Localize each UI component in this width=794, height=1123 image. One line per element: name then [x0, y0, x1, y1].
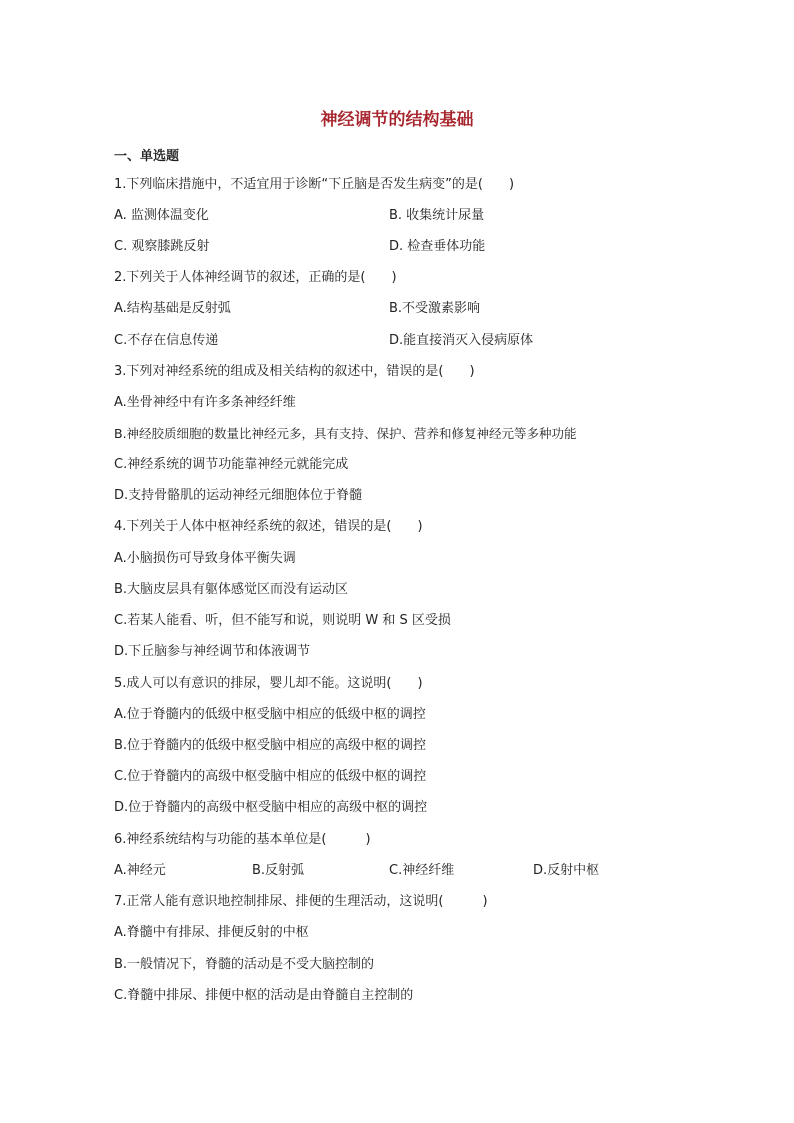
question-5-option-b: B.位于脊髓内的低级中枢受脑中相应的高级中枢的调控: [114, 738, 427, 753]
question-1-option-c: C. 观察膝跳反射: [114, 239, 210, 254]
question-2-stem: 2.下列关于人体神经调节的叙述，正确的是( ): [114, 270, 397, 285]
question-6-option-b: B.反射弧: [252, 863, 305, 878]
question-4-option-c: C.若某人能看、听，但不能写和说，则说明 W 和 S 区受损: [114, 613, 451, 628]
question-5-option-a: A.位于脊髓内的低级中枢受脑中相应的低级中枢的调控: [114, 707, 426, 722]
question-4-option-b: B.大脑皮层具有躯体感觉区而没有运动区: [114, 582, 349, 597]
question-3-option-b: B.神经胶质细胞的数量比神经元多，具有支持、保护、营养和修复神经元等多种功能: [114, 426, 577, 441]
question-4-option-d: D.下丘脑参与神经调节和体液调节: [114, 644, 311, 659]
question-1-option-a: A. 监测体温变化: [114, 208, 209, 223]
question-5-stem: 5.成人可以有意识的排尿，婴儿却不能。这说明( ): [114, 676, 423, 691]
question-7-option-a: A.脊髓中有排尿、排便反射的中枢: [114, 925, 309, 940]
question-5-option-d: D.位于脊髓内的高级中枢受脑中相应的高级中枢的调控: [114, 800, 428, 815]
question-2-option-d: D.能直接消灭入侵病原体: [389, 333, 534, 348]
question-7-option-b: B.一般情况下，脊髓的活动是不受大脑控制的: [114, 957, 375, 972]
question-7-option-c: C.脊髓中排尿、排便中枢的活动是由脊髓自主控制的: [114, 988, 414, 1003]
question-1-option-b: B. 收集统计尿量: [389, 208, 485, 223]
question-2-option-b: B.不受激素影响: [389, 301, 481, 316]
question-3-option-c: C.神经系统的调节功能靠神经元就能完成: [114, 457, 349, 472]
question-3-stem: 3.下列对神经系统的组成及相关结构的叙述中，错误的是( ): [114, 364, 475, 379]
section-heading: 一、单选题: [114, 149, 180, 164]
question-3-option-a: A.坐骨神经中有许多条神经纤维: [114, 395, 296, 410]
page-title: 神经调节的结构基础: [320, 110, 474, 130]
question-1-stem: 1.下列临床措施中，不适宜用于诊断“下丘脑是否发生病变”的是( ): [114, 177, 515, 192]
question-7-stem: 7.正常人能有意识地控制排尿、排便的生理活动，这说明( ): [114, 894, 488, 909]
question-3-option-d: D.支持骨骼肌的运动神经元细胞体位于脊髓: [114, 488, 363, 503]
question-1-option-d: D. 检查垂体功能: [389, 239, 486, 254]
question-4-stem: 4.下列关于人体中枢神经系统的叙述，错误的是( ): [114, 519, 423, 534]
question-6-option-d: D.反射中枢: [533, 863, 600, 878]
question-6-option-c: C.神经纤维: [389, 863, 455, 878]
question-5-option-c: C.位于脊髓内的高级中枢受脑中相应的低级中枢的调控: [114, 769, 427, 784]
question-2-option-c: C.不存在信息传递: [114, 333, 219, 348]
question-6-stem: 6.神经系统结构与功能的基本单位是( ): [114, 832, 371, 847]
question-4-option-a: A.小脑损伤可导致身体平衡失调: [114, 551, 296, 566]
question-6-option-a: A.神经元: [114, 863, 166, 878]
question-2-option-a: A.结构基础是反射弧: [114, 301, 231, 316]
